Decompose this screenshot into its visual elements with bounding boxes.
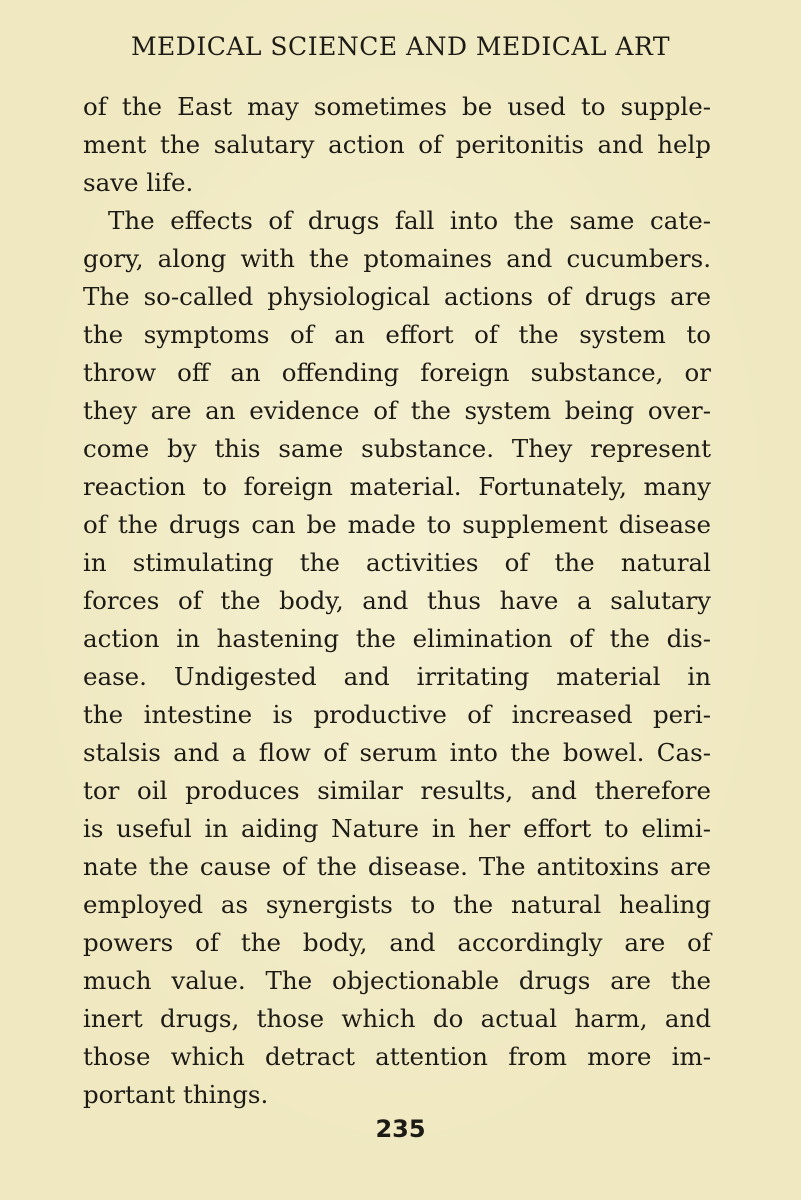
text-line: come by this same substance. They represent (83, 434, 711, 463)
text-line: the intestine is productive of increased peri- (83, 700, 711, 729)
text-line: powers of the body, and accordingly are of (83, 928, 711, 957)
text-line: action in hastening the elimination of the dis- (83, 624, 711, 653)
text-line: stalsis and a flow of serum into the bowel. Cas- (83, 738, 711, 767)
text-line: throw off an offending foreign substance, or (83, 358, 711, 387)
text-line: The so-called physiological actions of drugs are (83, 282, 711, 311)
text-line: those which detract attention from more im- (83, 1042, 711, 1071)
text-line: they are an evidence of the system being over- (83, 396, 711, 425)
text-line: employed as synergists to the natural healing (83, 890, 711, 919)
text-line: tor oil produces similar results, and therefore (83, 776, 711, 805)
running-head: MEDICAL SCIENCE AND MEDICAL ART (130, 32, 671, 61)
text-line: ment the salutary action of peritonitis and help (83, 130, 711, 159)
text-line: ease. Undigested and irritating material in (83, 662, 711, 691)
text-line: reaction to foreign material. Fortunately, many (83, 472, 711, 501)
text-line: much value. The objectionable drugs are the (83, 966, 711, 995)
text-line: save life. (83, 168, 194, 197)
text-line: portant things. (83, 1080, 269, 1109)
text-line: the symptoms of an effort of the system to (83, 320, 711, 349)
text-line: inert drugs, those which do actual harm, and (83, 1004, 711, 1033)
page-number: 235 (375, 1115, 426, 1143)
text-line: The effects of drugs fall into the same cate- (108, 206, 711, 235)
text-line: nate the cause of the disease. The antitoxins are (83, 852, 711, 881)
text-line: of the drugs can be made to supplement disease (83, 510, 711, 539)
text-line: gory, along with the ptomaines and cucumbers. (83, 244, 711, 273)
text-line: of the East may sometimes be used to supple- (83, 92, 711, 121)
text-line: in stimulating the activities of the natural (83, 548, 711, 577)
text-line: is useful in aiding Nature in her effort to elimi- (83, 814, 711, 843)
text-line: forces of the body, and thus have a salutary (83, 586, 711, 615)
